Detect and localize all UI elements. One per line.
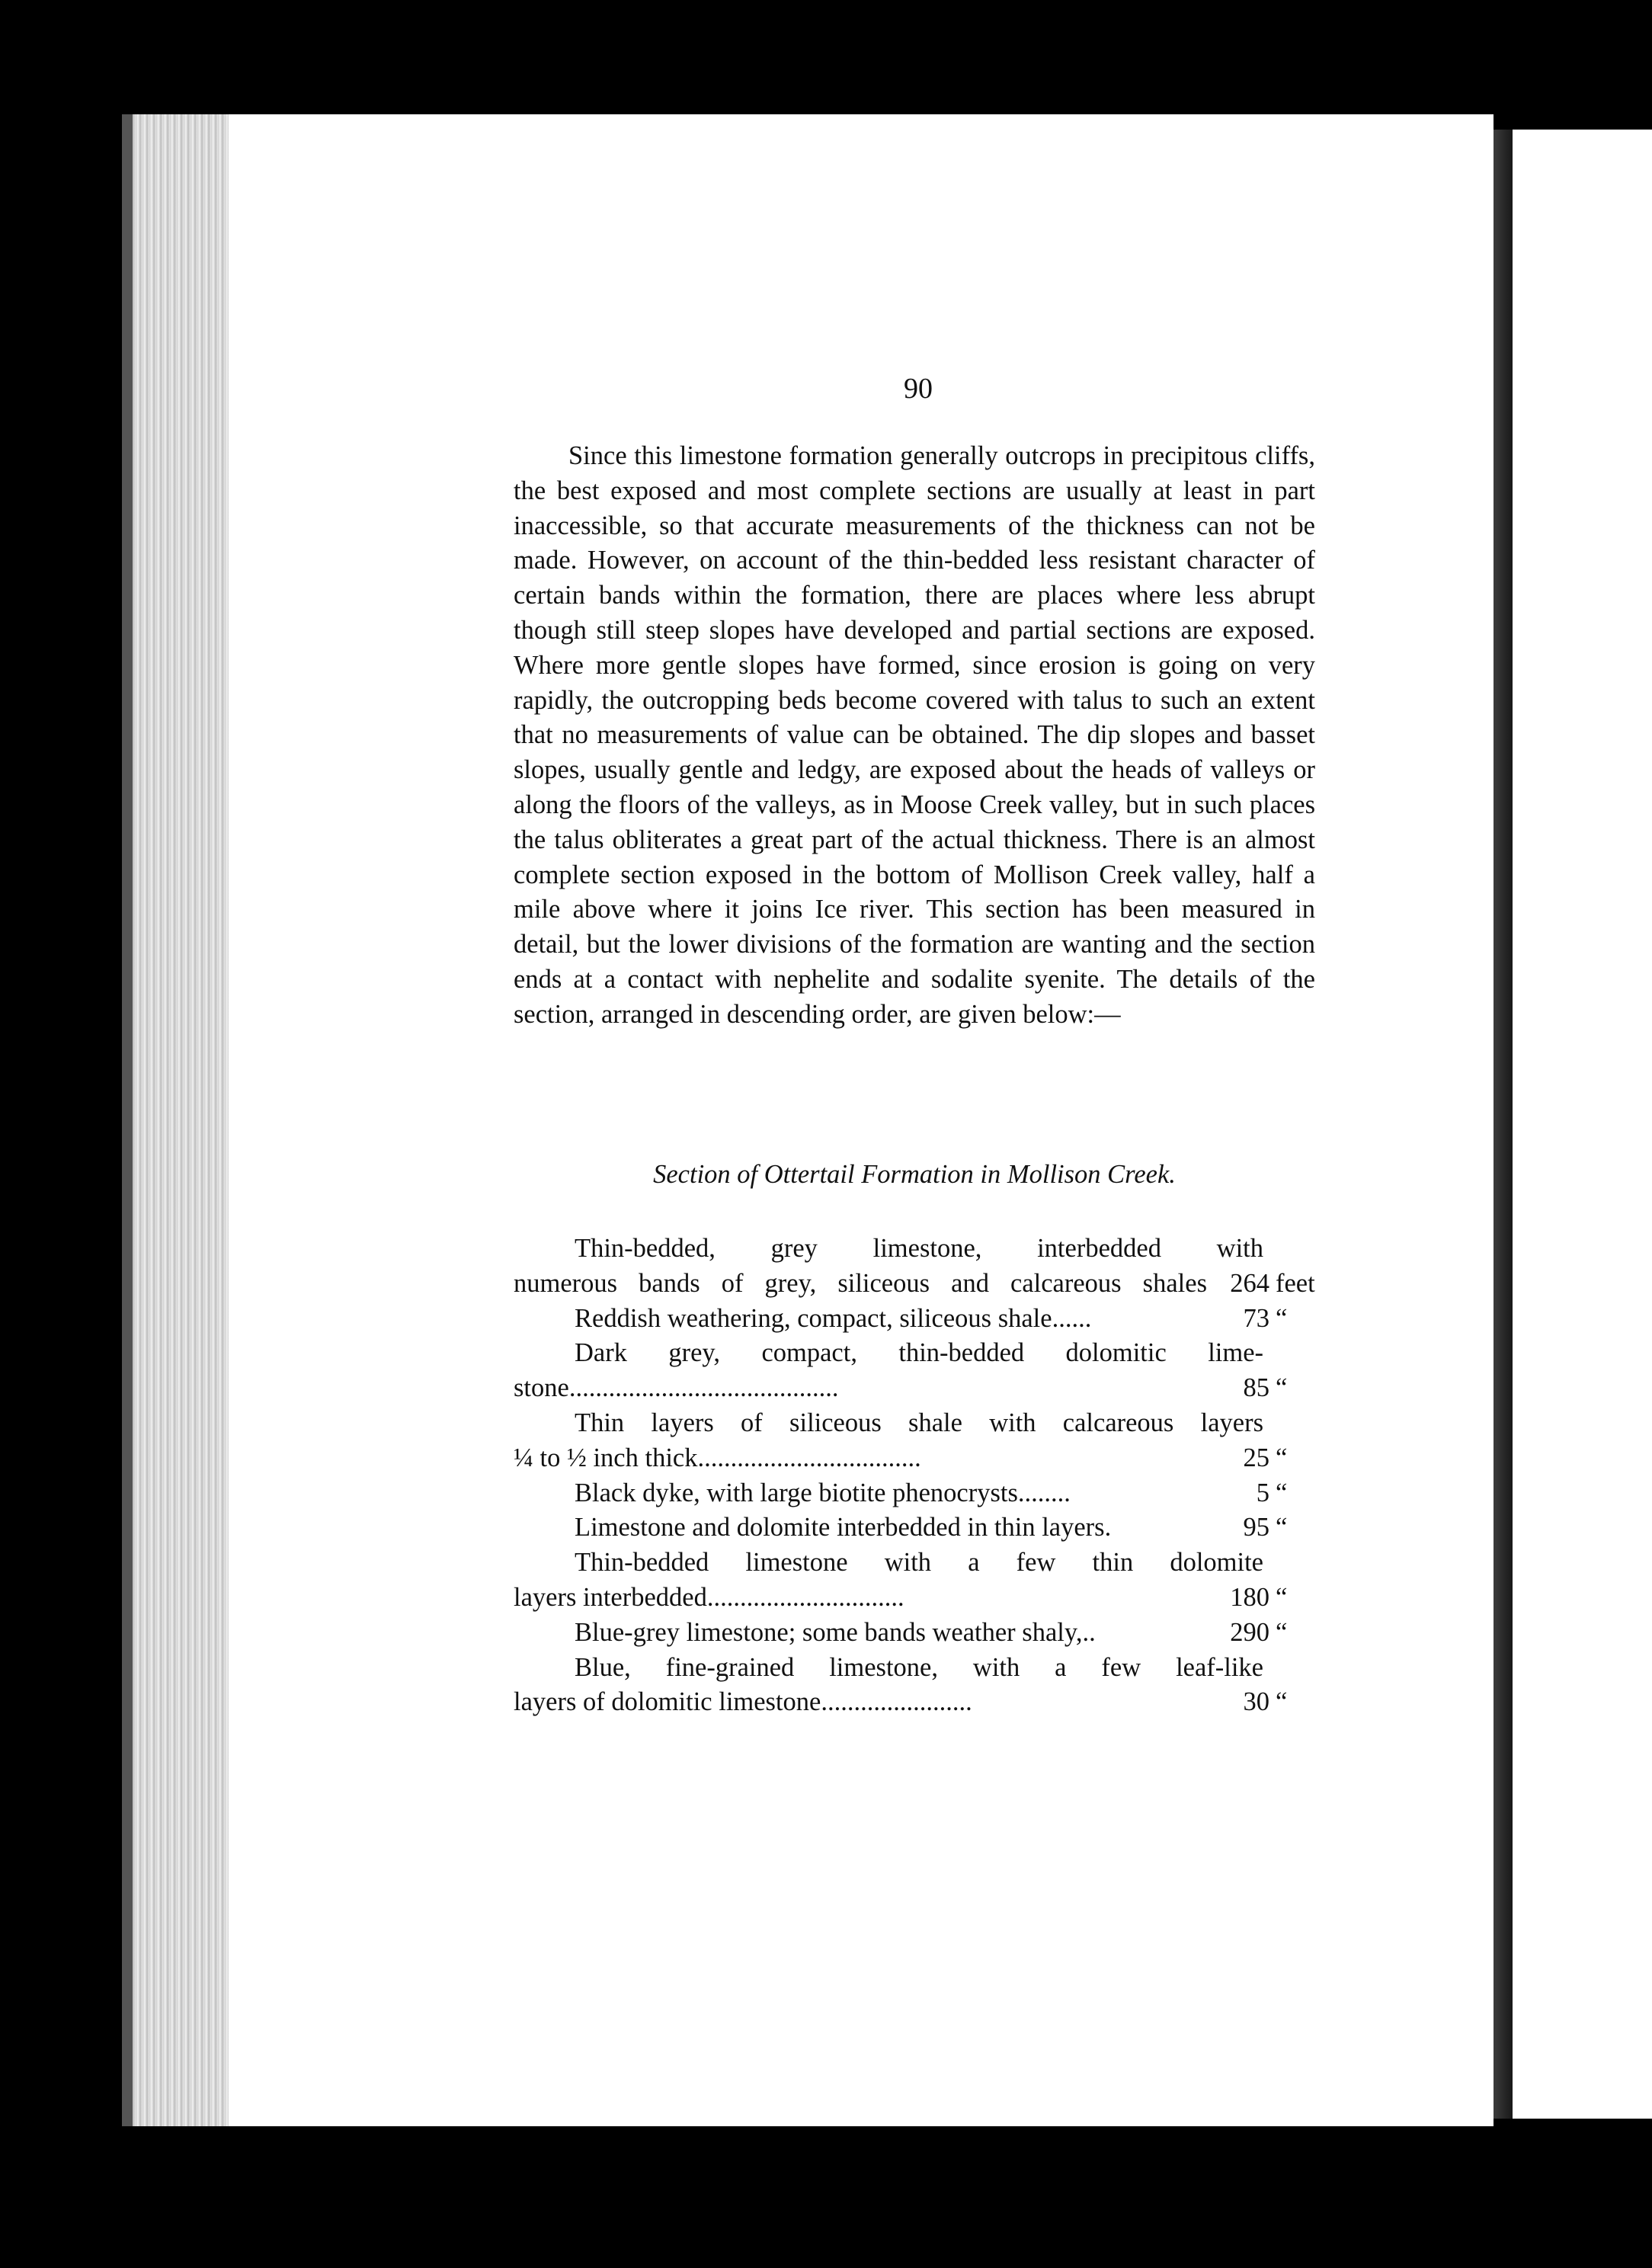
layer-description-cont: layers interbedded.............................. <box>514 1582 904 1612</box>
layer-unit: “ <box>1276 1303 1288 1333</box>
table-row <box>514 1510 1315 1546</box>
layer-thickness: 264 <box>1230 1268 1269 1298</box>
section-title: Section of Ottertail Formation in Mollison Creek. <box>653 1160 1176 1189</box>
page-edge-stack <box>122 114 236 2126</box>
layer-description: Blue, fine-grained limestone, with a few leaf-like <box>575 1652 1263 1682</box>
layer-description: Black dyke, with large biotite phenocrysts........ <box>575 1478 1071 1507</box>
layer-thickness: 30 <box>1243 1687 1269 1717</box>
layer-unit: “ <box>1276 1443 1288 1472</box>
layer-description: Dark grey, compact, thin-bedded dolomitic lime- <box>575 1338 1263 1368</box>
layer-description-cont: ¼ to ½ inch thick.................................. <box>514 1443 921 1472</box>
layer-thickness: 73 <box>1243 1303 1269 1333</box>
layer-thickness: 290 <box>1230 1617 1269 1647</box>
table-row <box>514 1581 1315 1616</box>
table-row <box>514 1476 1315 1511</box>
table-row <box>514 1616 1315 1651</box>
table-row <box>514 1651 1315 1686</box>
table-row <box>514 1546 1315 1581</box>
layer-description: Thin layers of siliceous shale with calcareous layers <box>575 1408 1263 1437</box>
layer-description: Reddish weathering, compact, siliceous shale...... <box>575 1303 1092 1333</box>
book-cover-edge <box>122 114 133 2126</box>
layer-thickness: 180 <box>1230 1582 1269 1612</box>
layer-description: Thin-bedded, grey limestone, interbedded with <box>575 1234 1263 1263</box>
page-number: 90 <box>904 373 933 405</box>
layer-description-cont: stone......................................... <box>514 1373 839 1403</box>
table-row <box>514 1267 1315 1302</box>
layer-unit: “ <box>1276 1617 1288 1647</box>
table-row <box>514 1441 1315 1476</box>
layer-description-cont: numerous bands of grey, siliceous and calcareous shales <box>514 1268 1207 1298</box>
layer-unit: “ <box>1276 1478 1288 1507</box>
layer-description: Limestone and dolomite interbedded in thin layers. <box>575 1513 1112 1542</box>
layer-unit: “ <box>1276 1373 1288 1403</box>
table-row <box>514 1336 1315 1371</box>
table-row <box>514 1232 1315 1267</box>
layer-description: Blue-grey limestone; some bands weather shaly,.. <box>575 1617 1096 1647</box>
stratigraphic-section-table <box>514 1232 1315 1720</box>
table-row <box>514 1302 1315 1337</box>
layer-thickness: 25 <box>1243 1443 1269 1472</box>
facing-page <box>1513 130 1652 2119</box>
book-page <box>229 114 1494 2126</box>
body-paragraph-block <box>514 439 1315 1033</box>
body-paragraph: Since this limestone formation generally outcrops in precipitous cliffs, the best exposed and most complete sections are usually at least in part inaccessible, so that accurate measurements of the thickness can not be made. However, on account of the thin-bedded less resistant character of certain bands within the formation, there are places where less abrupt though still steep slopes have developed and partial sections are exposed. Where more gentle slopes have formed, since erosion is going on very rapidly, the outcropping beds become covered with talus to such an extent that no measurements of value can be obtained. The dip slopes and basset slopes, usually gentle and ledgy, are exposed about the heads of valleys or along the floors of the valleys, as in Moose Creek valley, but in such places the talus obliterates a great part of the actual thickness. There is an almost complete section exposed in the bottom of Mollison Creek valley, half a mile above where it joins Ice river. This section has been measured in detail, but the lower divisions of the formation are wanting and the section ends at a contact with nephelite and sodalite syenite. The details of the section, arranged in descending order, are given below:— <box>514 441 1315 1029</box>
layer-description: Thin-bedded limestone with a few thin dolomite <box>575 1548 1263 1578</box>
layer-unit: “ <box>1276 1582 1288 1612</box>
table-row <box>514 1371 1315 1406</box>
layer-description-cont: layers of dolomitic limestone....................... <box>514 1687 972 1717</box>
layer-unit: feet <box>1276 1268 1315 1298</box>
layer-unit: “ <box>1276 1513 1288 1542</box>
table-row <box>514 1685 1315 1720</box>
table-row <box>514 1406 1315 1441</box>
layer-thickness: 5 <box>1256 1478 1269 1507</box>
layer-thickness: 95 <box>1243 1513 1269 1542</box>
layer-unit: “ <box>1276 1687 1288 1717</box>
layer-thickness: 85 <box>1243 1373 1269 1403</box>
